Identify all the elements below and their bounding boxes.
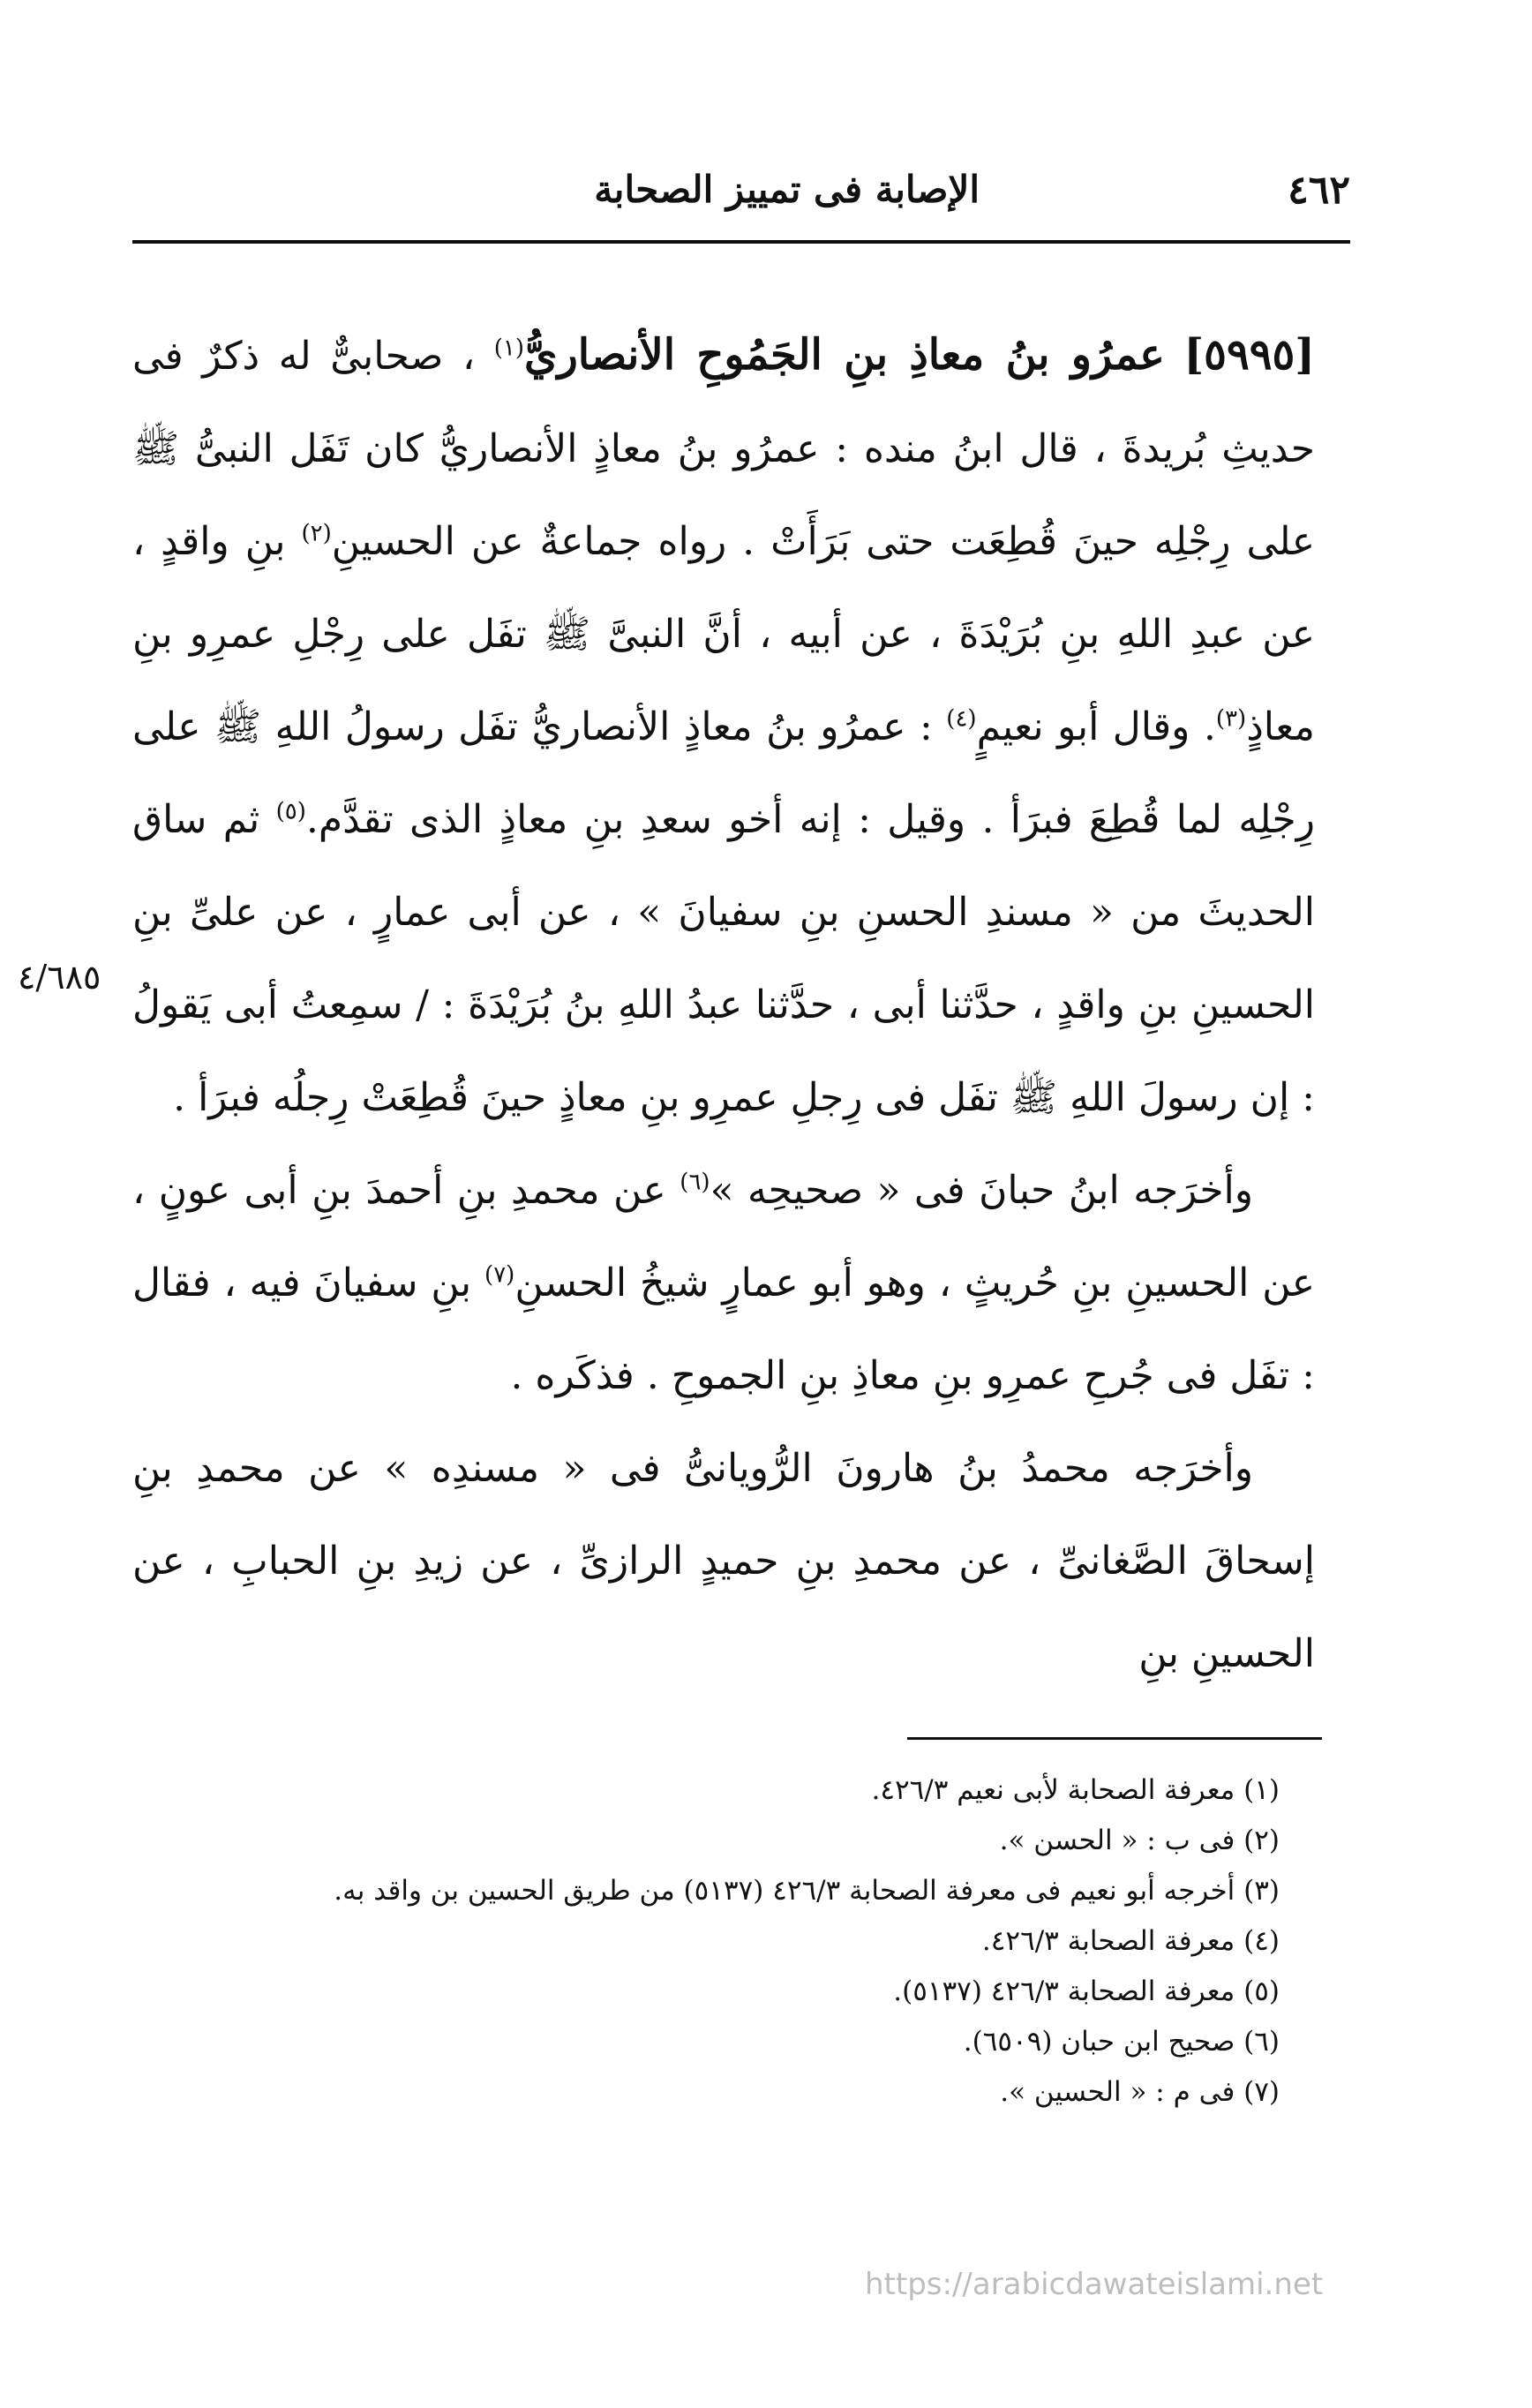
- footnote-marker-3: (٣): [1215, 705, 1247, 733]
- page-number: ٤٦٢: [1288, 168, 1350, 213]
- footnote-2: (٢) فى ب : « الحسن ».: [999, 1825, 1280, 1856]
- footnote-7: (٧) فى م : « الحسين ».: [1000, 2076, 1280, 2108]
- footnote-3: (٣) أخرجه أبو نعيم فى معرفة الصحابة ٤٢٦/٣ (٥١٣٧) من طريق الحسين بن واقد به.: [334, 1875, 1280, 1907]
- entry-paragraph: [132, 309, 1315, 1144]
- footnotes: [132, 1765, 1315, 2118]
- entry-number-close: ]: [1183, 330, 1205, 380]
- footnote-marker-2: (٢): [301, 520, 332, 547]
- margin-reference: ٤/٦٨٥: [18, 958, 101, 997]
- paragraph-ruyani: [132, 1422, 1315, 1700]
- header-rule: [132, 240, 1350, 244]
- paragraph-text: بنِ سفيانَ فيه ، فقال : تفَل فى جُرحِ عمرِو بنِ معاذِ بنِ الجموحِ . فذكَره .: [132, 1260, 1315, 1398]
- footnote-4: (٤) معرفة الصحابة ٤٢٦/٣.: [981, 1925, 1280, 1957]
- running-title: الإصابة فى تمييز الصحابة: [594, 168, 980, 211]
- watermark: https://arabicdawateislami.net: [865, 2267, 1324, 2302]
- entry-text: ثم ساق الحديثَ من « مسندِ الحسنِ بنِ سفيانَ » ، عن أبى عمارٍ ، عن علىِّ بنِ الحسينِ بنِ واقدٍ ، حدَّثنا أبى ، حدَّثنا عبدُ اللهِ بنُ بُرَيْدَةَ : / سمِعتُ أبى يَقولُ : إن رسولَ اللهِ ﷺ تفَل فى رِجلِ عمرِو بنِ معاذٍ حينَ قُطِعَتْ رِجلُه فبرَأ .: [132, 797, 1316, 1120]
- footnote-marker-6: (٦): [680, 1169, 710, 1196]
- paragraph-ibn-hibban: [132, 1144, 1315, 1422]
- paragraph-text: وأخرَجه محمدُ بنُ هارونَ الرُّويانىُّ فى « مسندِه » عن محمدِ بنِ إسحاقَ الصَّغانىِّ ، عن محمدِ بنِ حميدٍ الرازىِّ ، عن زيدِ بنِ الحبابِ ، عن الحسينِ بنِ: [132, 1446, 1315, 1676]
- footnote-marker-5: (٥): [275, 798, 306, 825]
- page-header: [132, 168, 1350, 231]
- entry-text: بنِ واقدٍ ، عن عبدِ اللهِ بنِ بُرَيْدَةَ ، عن أبيه ، أنَّ النبىَّ ﷺ تفَل على رِجْلِ عمرِو بنِ معاذٍ: [132, 519, 1315, 749]
- footnote-marker-1: (١): [493, 335, 525, 362]
- footnote-marker-7: (٧): [484, 1261, 515, 1289]
- footnote-5: (٥) معرفة الصحابة ٤٢٦/٣ (٥١٣٧).: [893, 1975, 1280, 2007]
- footnote-marker-4: (٤): [946, 705, 977, 733]
- entry-text: : عمرُو بنُ معاذٍ الأنصاريُّ تفَل رسولُ اللهِ ﷺ على رِجْلِه لما قُطِعَ فبرَأ . وقيل : إنه أخو سعدِ بنِ معاذٍ الذى تقدَّم.: [132, 704, 1315, 842]
- paragraph-text: وأخرَجه ابنُ حبانَ فى « صحيحِه »: [710, 1168, 1253, 1213]
- footnote-rule: [907, 1737, 1322, 1740]
- entry-text: . وقال أبو نعيمٍ: [976, 704, 1216, 749]
- footnote-1: (١) معرفة الصحابة لأبى نعيم ٤٢٦/٣.: [871, 1774, 1280, 1806]
- entry-name: عمرُو بنُ معاذِ بنِ الجَمُوحِ الأنصاريُّ: [524, 330, 1165, 380]
- entry-number-open: [: [1295, 330, 1315, 380]
- footnote-6: (٦) صحيح ابن حبان (٦٥٠٩).: [963, 2026, 1280, 2058]
- paragraph-text: عن محمدِ بنِ أحمدَ بنِ أبى عونٍ ، عن الحسينِ بنِ حُريثٍ ، وهو أبو عمارٍ شيخُ الحسنِ: [132, 1168, 1315, 1306]
- main-text: [132, 309, 1315, 1700]
- entry-number: ٥٩٩٥: [1204, 330, 1295, 380]
- entry-text: ، صحابىٌّ له ذكرٌ فى حديثِ بُريدةَ ، قال ابنُ منده : عمرُو بنُ معاذٍ الأنصاريُّ كان تَفَل النبىُّ ﷺ على رِجْلِه حينَ قُطِعَت حتى بَرَأَتْ . رواه جماعةٌ عن الحسينِ: [132, 334, 1315, 564]
